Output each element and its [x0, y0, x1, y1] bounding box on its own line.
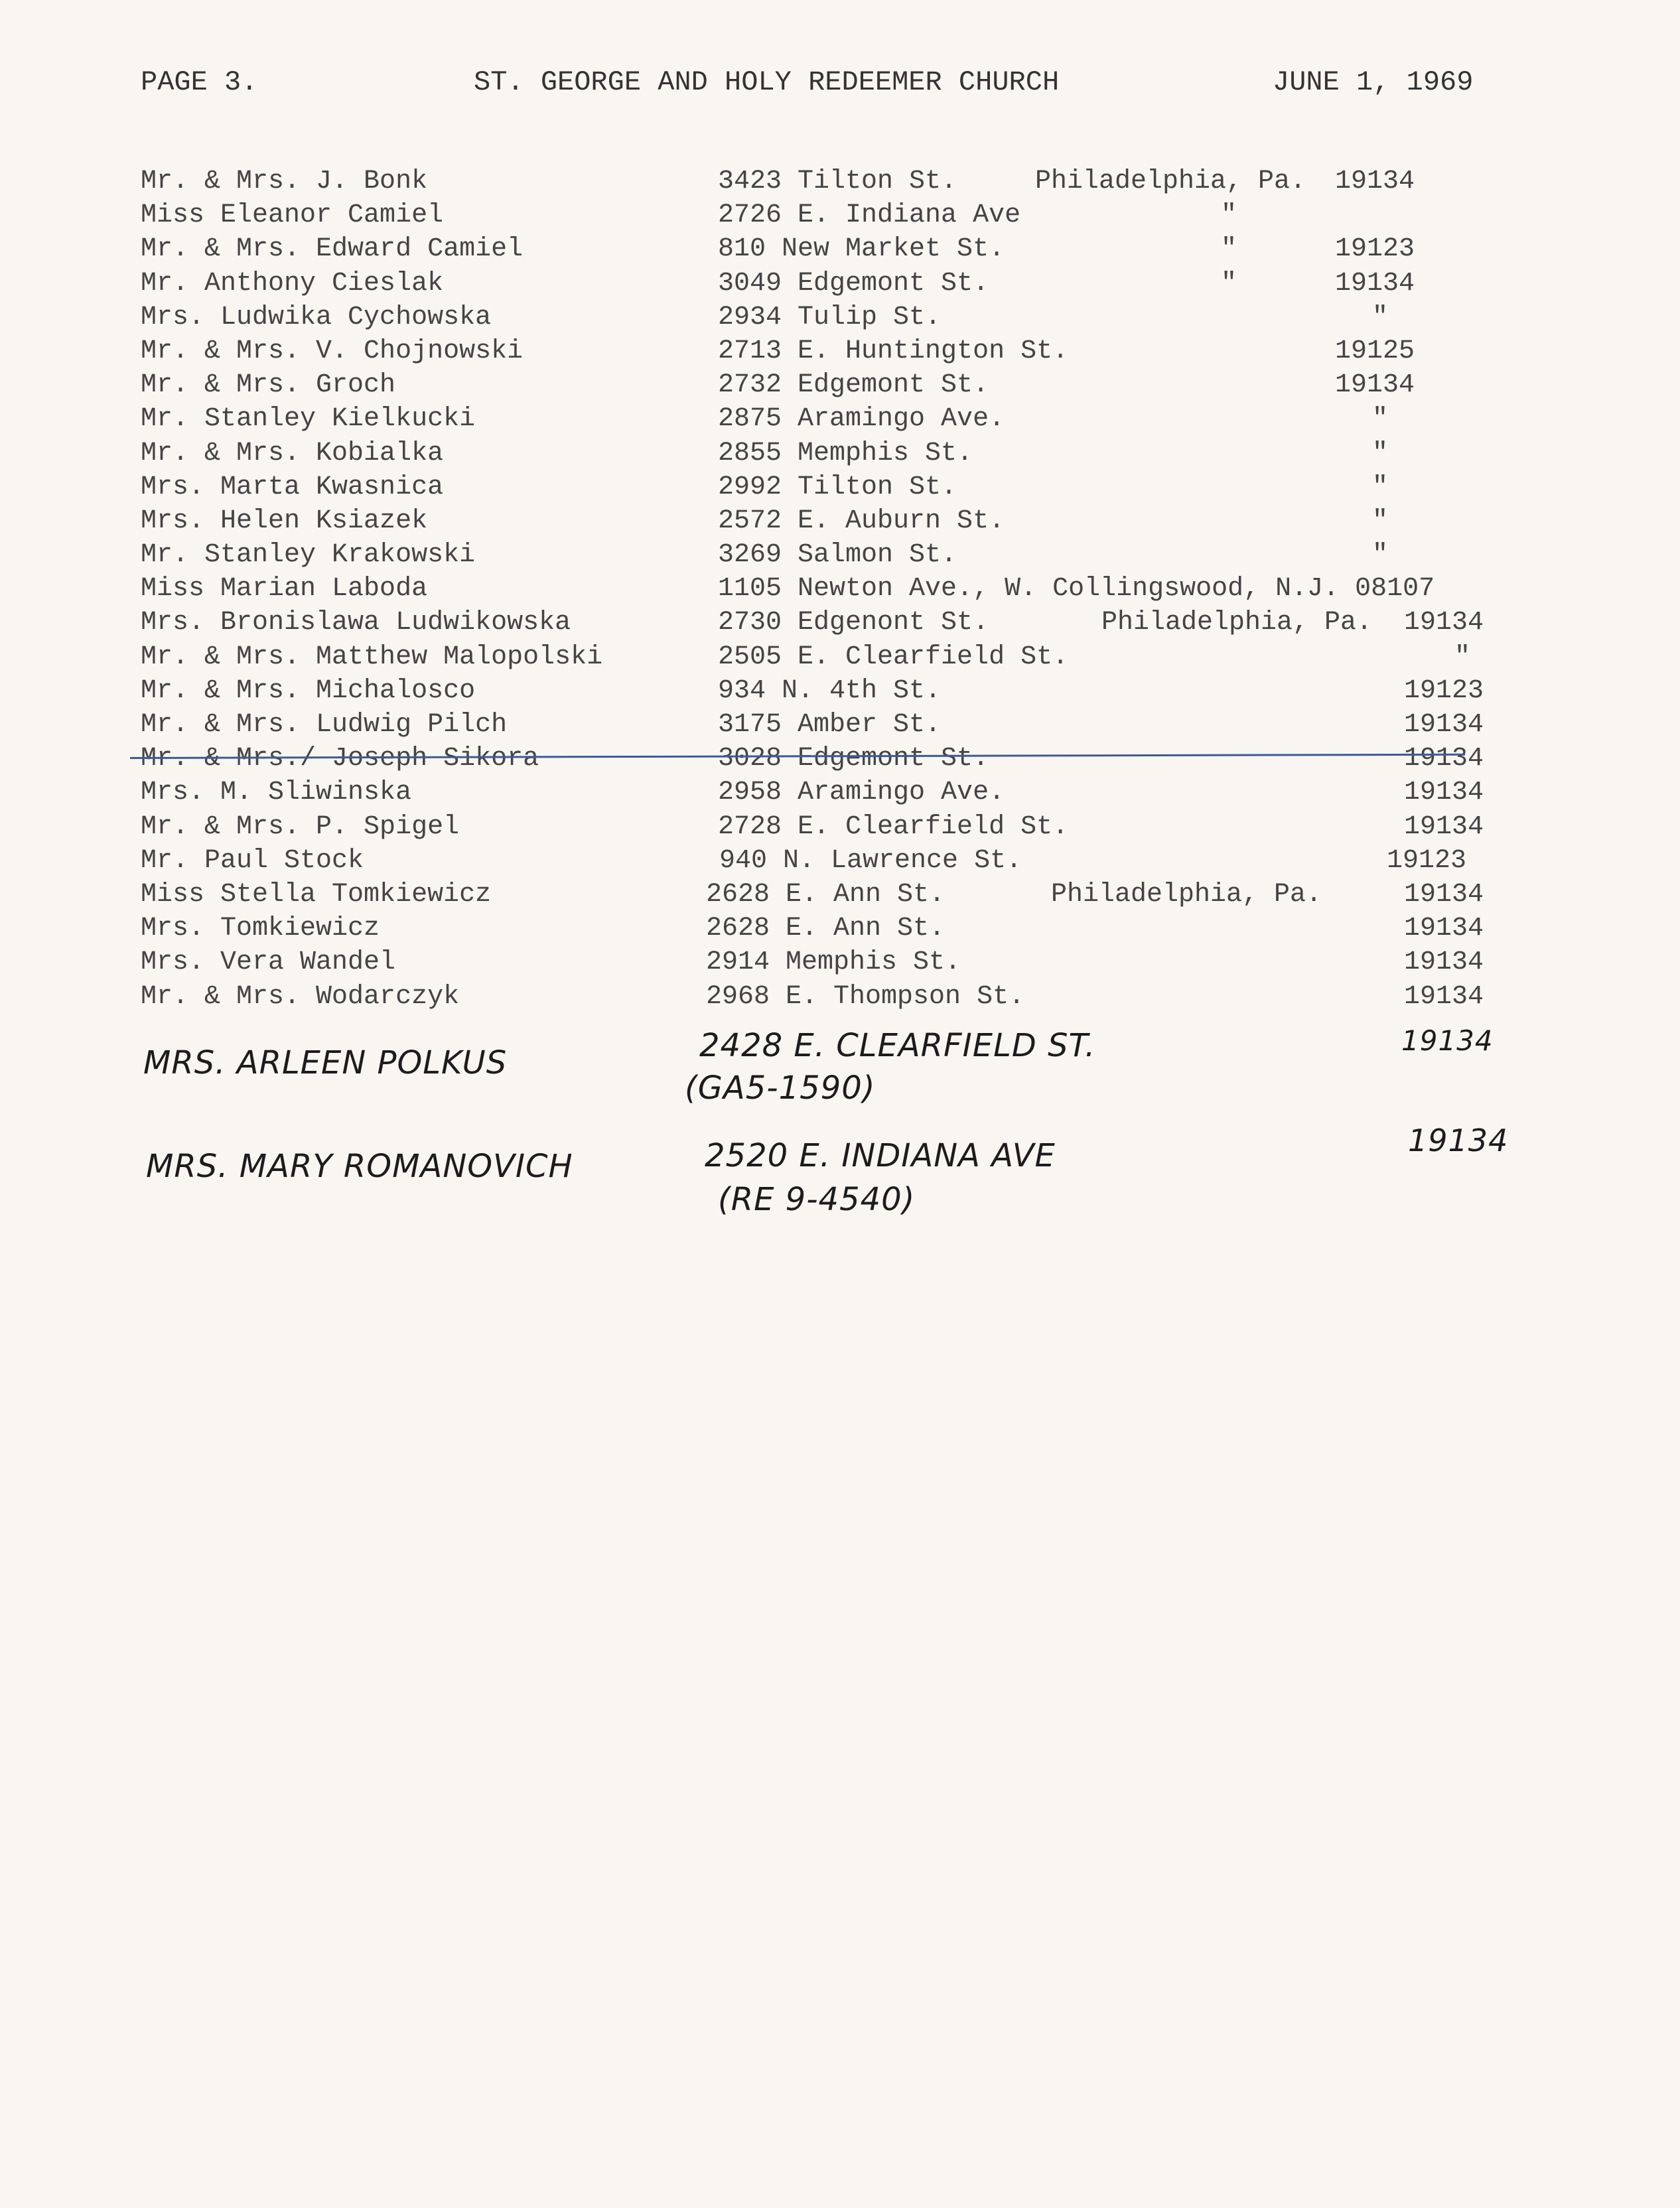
member-city: " — [1221, 268, 1237, 299]
list-item — [0, 368, 1680, 402]
member-address: 2730 Edgenont St. — [718, 608, 989, 638]
list-item — [0, 606, 1680, 640]
member-city: " — [1221, 234, 1237, 265]
member-zip: 19134 — [1404, 811, 1484, 842]
member-name: Mrs. Vera Wandel — [141, 947, 396, 978]
member-address: 2628 E. Ann St. — [706, 914, 945, 944]
list-item — [0, 640, 1680, 674]
member-address: 940 N. Lawrence St. — [719, 845, 1022, 876]
handwritten-name: MRS. ARLEEN POLKUS — [143, 1044, 508, 1081]
member-name: Mr. Stanley Krakowski — [141, 540, 476, 571]
member-address: 3028 Edgemont St. — [718, 744, 989, 774]
member-address: 934 N. 4th St. — [718, 675, 942, 706]
member-zip: " — [1372, 302, 1389, 332]
member-city: Philadelphia, Pa. — [1051, 879, 1322, 910]
list-item — [0, 334, 1680, 368]
member-zip: " — [1372, 540, 1389, 571]
member-address: 2855 Memphis St. — [718, 438, 973, 468]
list-item — [0, 301, 1680, 334]
member-address: 2875 Aramingo Ave. — [718, 404, 1005, 435]
list-item — [0, 708, 1680, 742]
member-name: Mr. & Mrs. Michalosco — [141, 675, 476, 706]
handwritten-zip: 19134 — [1401, 1024, 1494, 1057]
member-zip: " — [1454, 642, 1471, 672]
list-item — [0, 267, 1680, 301]
member-zip: 19134 — [1335, 370, 1415, 401]
member-zip: 19123 — [1387, 845, 1467, 876]
member-address: 2505 E. Clearfield St. — [718, 642, 1069, 672]
member-name: Mrs. M. Sliwinska — [141, 778, 412, 808]
list-item — [0, 232, 1680, 266]
handwritten-address: 2428 E. CLEARFIELD ST. — [699, 1027, 1096, 1064]
member-zip: 19134 — [1404, 981, 1484, 1012]
member-zip: 19123 — [1335, 234, 1415, 265]
list-item — [0, 844, 1680, 878]
member-name: Mr. & Mrs. V. Chojnowski — [141, 336, 524, 366]
member-name: Mr. & Mrs. J. Bonk — [141, 167, 428, 196]
member-zip: " — [1372, 506, 1389, 536]
list-item — [0, 470, 1680, 504]
member-address: 2992 Tilton St. — [718, 472, 957, 502]
member-list — [0, 165, 1680, 1014]
page-number: PAGE 3. — [141, 66, 258, 98]
member-address: 3049 Edgemont St. — [718, 268, 989, 299]
handwritten-phone: (GA5-1590) — [685, 1070, 876, 1107]
member-name: Mrs. Bronislawa Ludwikowska — [141, 608, 571, 638]
member-address: 2958 Aramingo Ave. — [718, 778, 1005, 808]
member-address: 2732 Edgemont St. — [718, 370, 989, 401]
member-zip: 19123 — [1404, 675, 1484, 706]
member-zip: 19134 — [1335, 268, 1415, 299]
list-item — [0, 538, 1680, 572]
member-address: 2968 E. Thompson St. — [706, 981, 1025, 1012]
list-item — [0, 504, 1680, 538]
list-item — [0, 402, 1680, 436]
member-city: Philadelphia, Pa. — [1101, 608, 1373, 638]
member-address: 2934 Tulip St. — [718, 302, 942, 332]
member-address: 2628 E. Ann St. — [706, 879, 945, 910]
member-name: Mrs. Helen Ksiazek — [141, 506, 428, 536]
handwritten-address: 2520 E. INDIANA AVE — [705, 1137, 1056, 1174]
member-zip: 19134 — [1335, 167, 1415, 196]
member-address: 2572 E. Auburn St. — [718, 506, 1005, 536]
member-name: Mr. & Mrs. Edward Camiel — [141, 234, 524, 265]
member-name: Miss Eleanor Camiel — [141, 200, 444, 231]
member-name: Mr. & Mrs. P. Spigel — [141, 811, 460, 842]
member-address: 2726 E. Indiana Ave — [718, 200, 1021, 231]
list-item — [0, 980, 1680, 1014]
member-address: 1105 Newton Ave., W. Collingswood, N.J. 08107 — [718, 574, 1435, 604]
member-name: Miss Stella Tomkiewicz — [141, 879, 492, 910]
member-address: 2914 Memphis St. — [706, 947, 961, 978]
member-address: 810 New Market St. — [718, 234, 1005, 265]
member-zip: 19125 — [1335, 336, 1415, 366]
document-date: JUNE 1, 1969 — [1273, 66, 1474, 98]
member-name: Mr. & Mrs. Matthew Malopolski — [141, 642, 603, 672]
member-zip: 19134 — [1404, 778, 1484, 808]
member-city: " — [1221, 200, 1237, 231]
handwritten-name: MRS. MARY ROMANOVICH — [146, 1148, 573, 1185]
member-name: Mr. & Mrs. Ludwig Pilch — [141, 710, 508, 740]
member-name: Mr. & Mrs. Wodarczyk — [141, 981, 460, 1012]
list-item — [0, 878, 1680, 912]
member-address: 3175 Amber St. — [718, 710, 942, 740]
member-name: Mr. & Mrs. Kobialka — [141, 438, 444, 468]
member-name: Mr. & Mrs./ Joseph Sikora — [141, 744, 539, 774]
member-zip: " — [1372, 404, 1389, 435]
member-address: 2728 E. Clearfield St. — [718, 811, 1069, 842]
member-name: Mrs. Ludwika Cychowska — [141, 302, 492, 332]
member-zip: " — [1372, 472, 1389, 502]
member-address: 3269 Salmon St. — [718, 540, 957, 571]
member-city: Philadelphia, Pa. — [1035, 167, 1306, 196]
member-zip: 19134 — [1404, 914, 1484, 944]
member-zip: " — [1372, 438, 1389, 468]
list-item — [0, 776, 1680, 809]
list-item — [0, 198, 1680, 232]
member-name: Mrs. Tomkiewicz — [141, 914, 380, 944]
member-name: Mr. Anthony Cieslak — [141, 268, 444, 299]
member-zip: 19134 — [1404, 879, 1484, 910]
member-zip: 19134 — [1404, 744, 1484, 774]
member-name: Mr. Stanley Kielkucki — [141, 404, 476, 435]
member-name: Mrs. Marta Kwasnica — [141, 472, 444, 502]
member-zip: 19134 — [1404, 947, 1484, 978]
member-zip: 19134 — [1404, 608, 1484, 638]
member-address: 3423 Tilton St. — [718, 167, 957, 196]
member-name: Mr. & Mrs. Groch — [141, 370, 396, 401]
list-item — [0, 912, 1680, 945]
member-name: Mr. Paul Stock — [141, 845, 364, 876]
handwritten-zip: 19134 — [1408, 1123, 1509, 1158]
member-name: Miss Marian Laboda — [141, 574, 428, 604]
list-item — [0, 674, 1680, 708]
list-item — [0, 572, 1680, 606]
list-item — [0, 742, 1680, 776]
handwritten-phone: (RE 9-4540) — [718, 1181, 916, 1218]
list-item — [0, 437, 1680, 470]
member-address: 2713 E. Huntington St. — [718, 336, 1069, 366]
list-item — [0, 945, 1680, 979]
member-zip: 19134 — [1404, 710, 1484, 740]
church-title: ST. GEORGE AND HOLY REDEEMER CHURCH — [474, 66, 1060, 98]
list-item — [0, 165, 1680, 198]
list-item — [0, 810, 1680, 844]
